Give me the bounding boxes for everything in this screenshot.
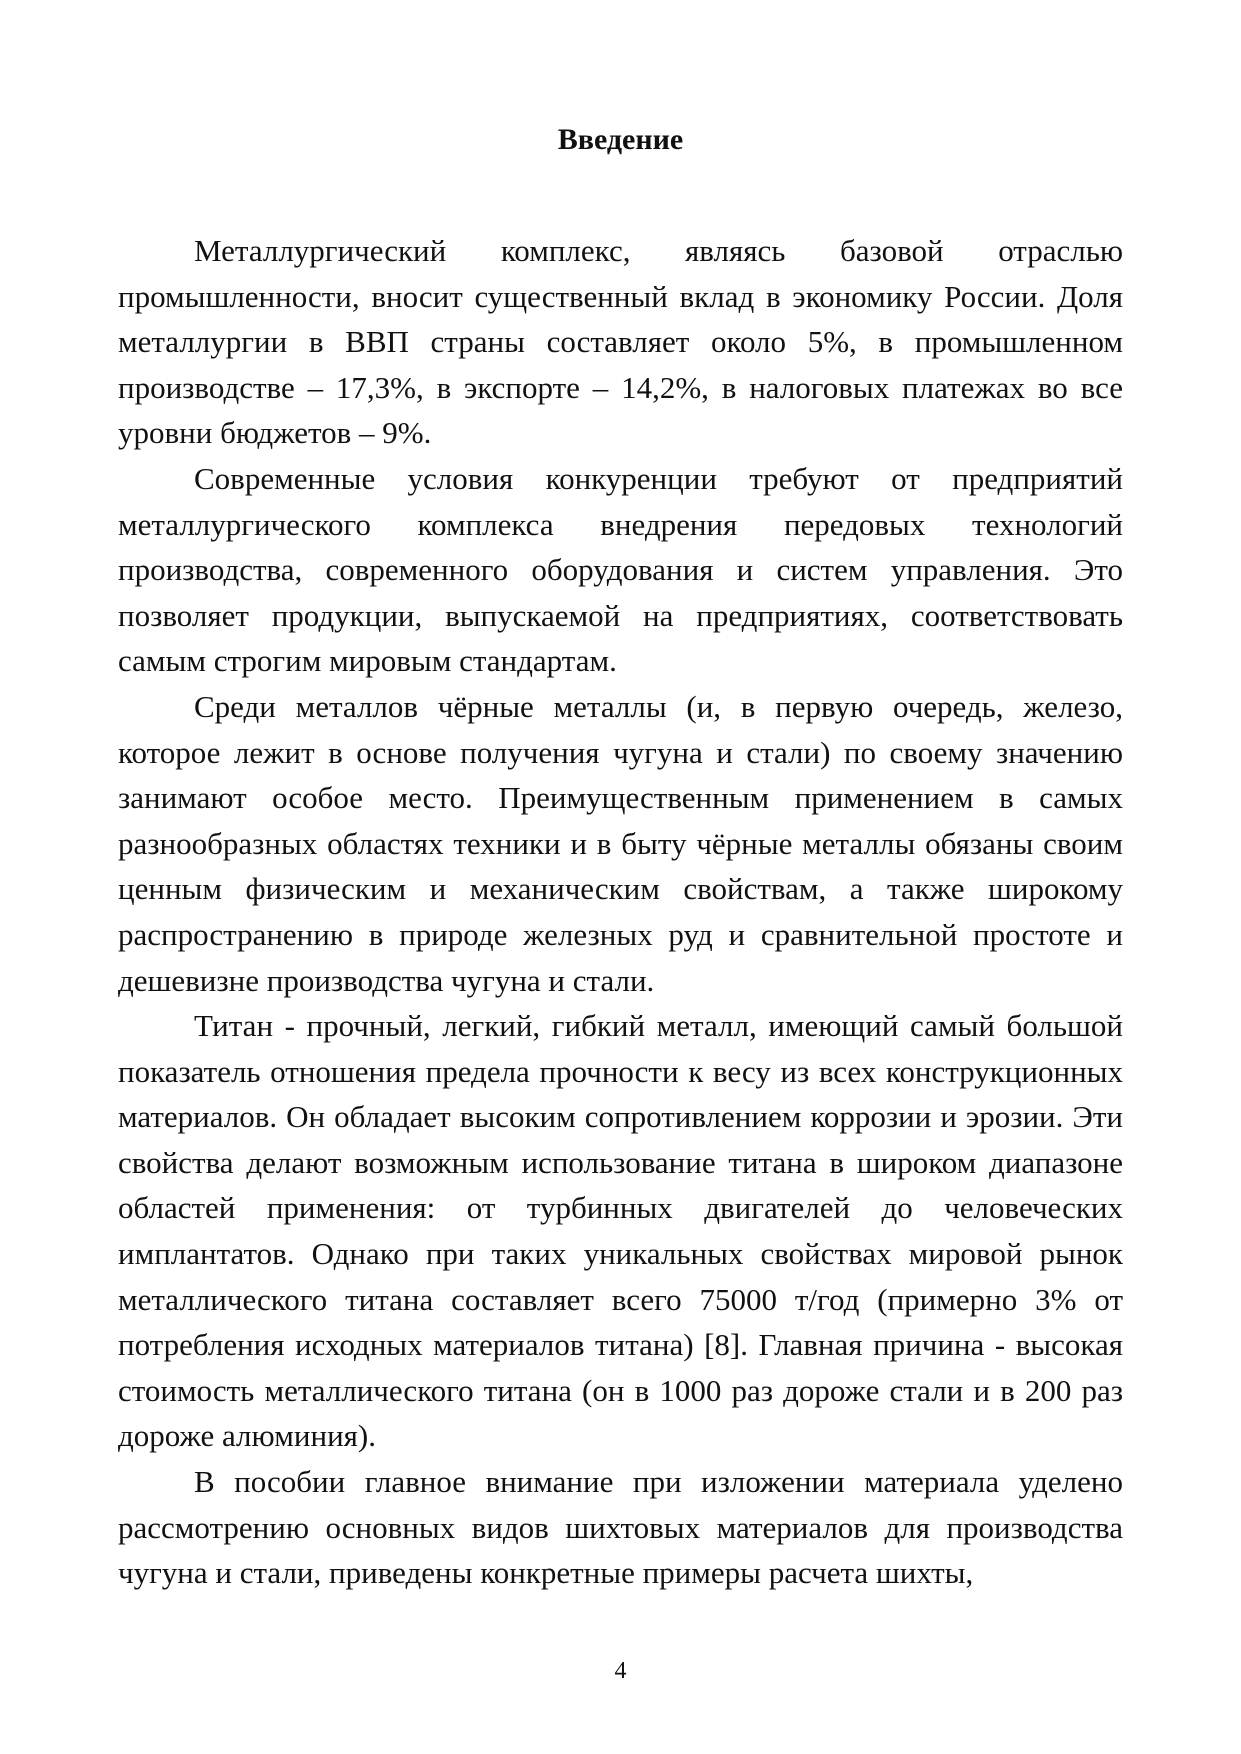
paragraph-competition: Современные условия конкуренции требуют от предприятий металлургического комплекса внедрения передовых технологий производства, современного оборудования и систем управления. Это позволяет продукции, выпускаемой на предприятиях, соответствовать самым строгим мировым стандартам. xyxy=(118,460,1123,679)
paragraph-manual-focus: В пособии главное внимание при изложении материала уделено рассмотрению основных видов шихтовых материалов для производства чугуна и стали, приведены конкретные примеры расчета шихты, xyxy=(118,1464,1123,1591)
paragraph-titanium: Титан - прочный, легкий, гибкий металл, имеющий самый большой показатель отношения предела прочности к весу из всех конструкционных материалов. Он обладает высоким сопротивлением коррозии и эрозии. Эти свойства делают возможным использование титана в широком диапазоне областей применения: от турбинных двигателей до человеческих имплантатов. Однако при таких уникальных свойствах мировой рынок металлического титана составляет всего 75000 т/год (примерно 3% от потребления исходных материалов титана) [8]. Главная причина - высокая стоимость металлического титана (он в 1000 раз дороже стали и в 200 раз дороже алюминия). xyxy=(118,1008,1123,1454)
paragraph-ferrous-metals: Среди металлов чёрные металлы (и, в первую очередь, железо, которое лежит в основе получения чугуна и стали) по своему значению занимают особое место. Преимущественным применением в самых разнообразных областях техники и в быту чёрные металлы обязаны своим ценным физическим и механическим свойствам, а также широкому распространению в природе железных руд и сравнительной простоте и дешевизне производства чугуна и стали. xyxy=(118,688,1123,998)
paragraph-metallurgy-economy: Металлургический комплекс, являясь базовой отраслью промышленности, вносит существенный вклад в экономику России. Доля металлургии в ВВП страны составляет около 5%, в промышленном производстве – 17,3%, в экспорте – 14,2%, в налоговых платежах во все уровни бюджетов – 9%. xyxy=(118,233,1123,451)
page-number: 4 xyxy=(614,1658,627,1684)
page-title: Введение xyxy=(557,123,684,156)
body-text xyxy=(118,228,1123,1596)
